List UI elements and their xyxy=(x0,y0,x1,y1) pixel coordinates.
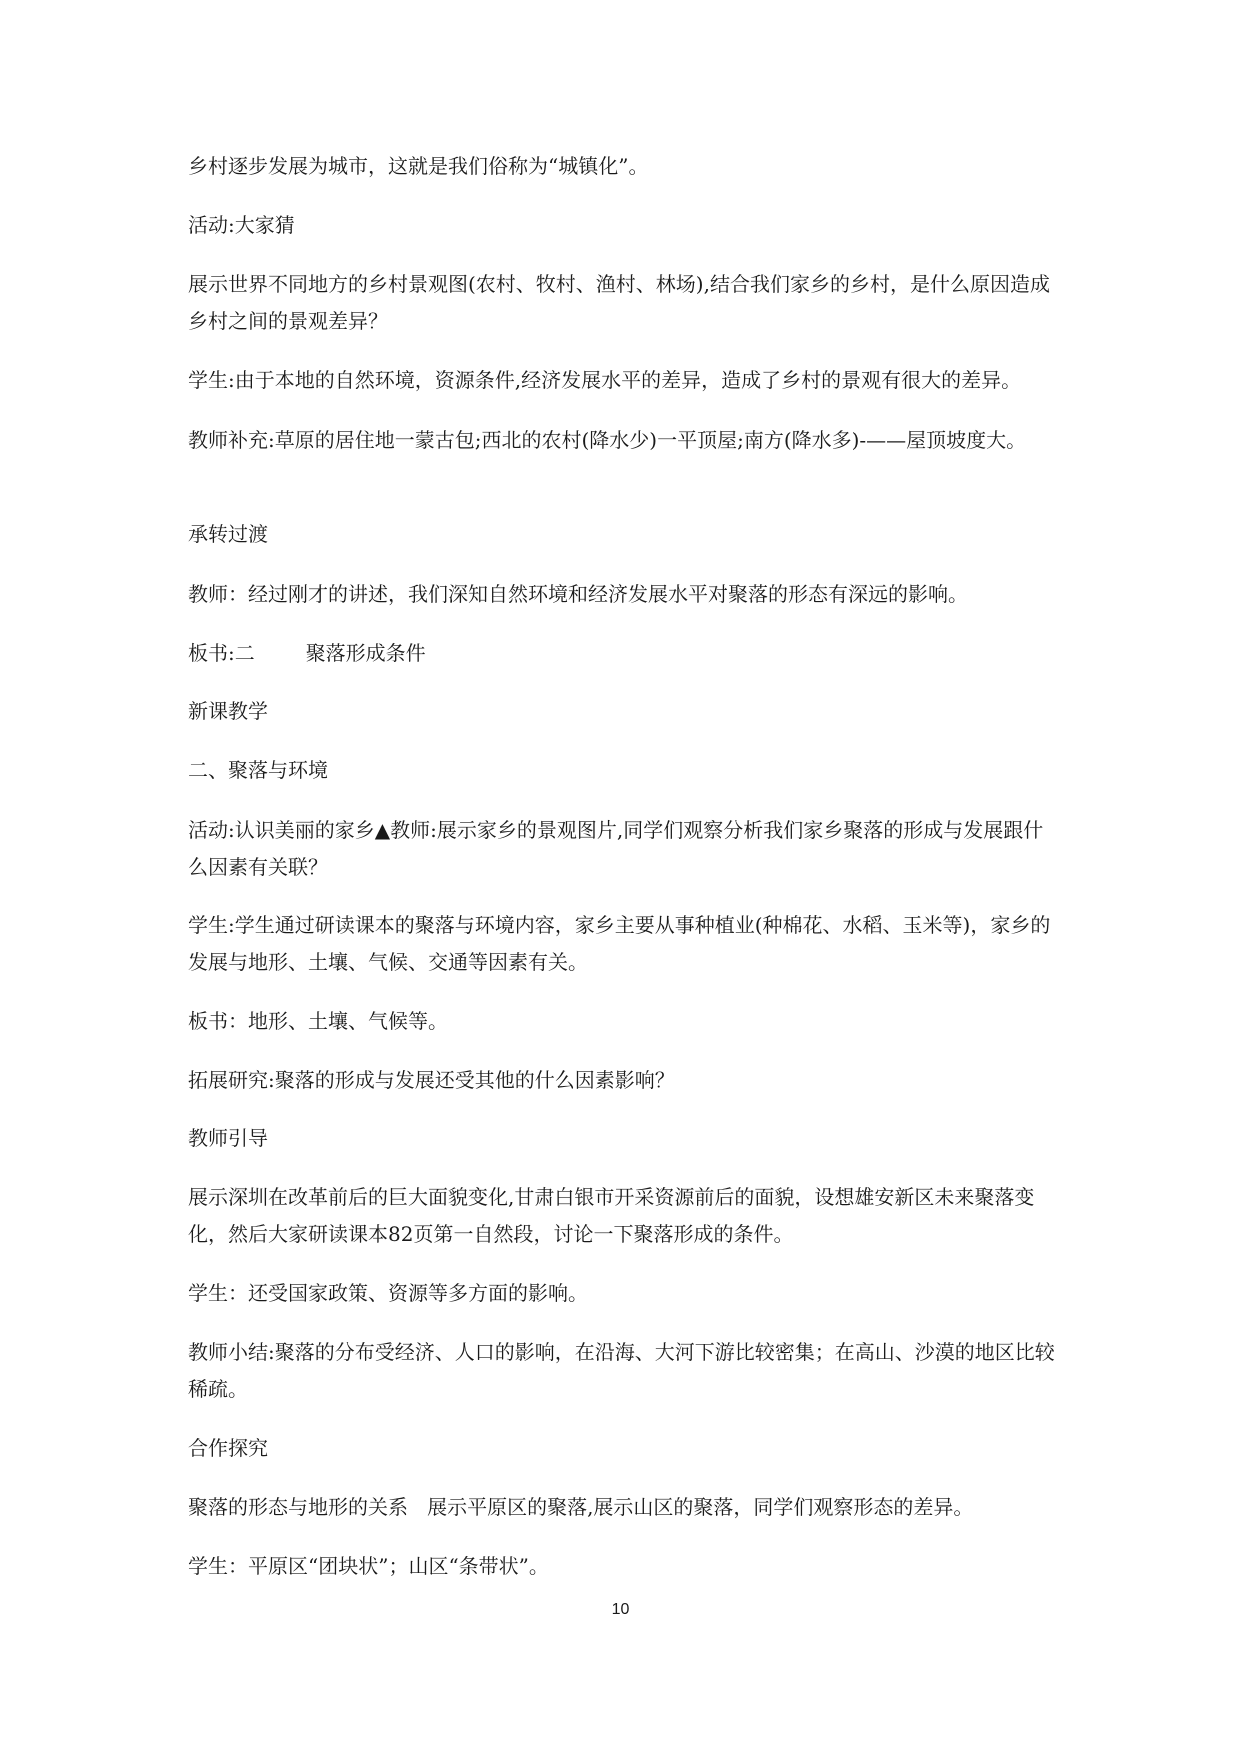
paragraph-teacher-guidance: 教师引导 xyxy=(188,1126,268,1150)
paragraph-student-answer-3: 学生：还受国家政策、资源等多方面的影响。 xyxy=(188,1281,588,1305)
paragraph-extended-research: 拓展研究:聚落的形成与发展还受其他的什么因素影响？ xyxy=(188,1068,675,1092)
paragraph-transition: 承转过渡 xyxy=(188,522,268,546)
paragraph-show-shenzhen: 展示深圳在改革前后的巨大面貌变化,甘肃白银市开采资源前后的面貌，设想雄安新区未来聚落变化，然后大家研读课本82页第一自然段，讨论一下聚落形成的条件。 xyxy=(188,1185,1035,1246)
paragraph-section-heading: 二、聚落与环境 xyxy=(188,758,328,782)
paragraph-settlement-form: 聚落的形态与地形的关系 展示平原区的聚落,展示山区的聚落，同学们观察形态的差异。 xyxy=(188,1495,974,1519)
paragraph-activity-guess: 活动:大家猜 xyxy=(188,213,295,237)
paragraph-cooperative-inquiry: 合作探究 xyxy=(188,1436,268,1460)
paragraph-activity-hometown: 活动:认识美丽的家乡▲教师:展示家乡的景观图片,同学们观察分析我们家乡聚落的形成与发展跟什么因素有关联？ xyxy=(188,818,1044,879)
paragraph-teacher-statement: 教师：经过刚才的讲述，我们深知自然环境和经济发展水平对聚落的形态有深远的影响。 xyxy=(188,582,968,606)
paragraph-student-answer-4: 学生：平原区“团块状”；山区“条带状”。 xyxy=(188,1554,549,1578)
paragraph-blackboard-factors: 板书：地形、土壤、气候等。 xyxy=(188,1009,448,1033)
paragraph-show-landscapes: 展示世界不同地方的乡村景观图(农村、牧村、渔村、林场),结合我们家乡的乡村，是什么原因造成乡村之间的景观差异？ xyxy=(188,272,1050,333)
paragraph-student-answer-1: 学生:由于本地的自然环境，资源条件,经济发展水平的差异，造成了乡村的景观有很大的差异。 xyxy=(188,368,1022,392)
paragraph-urbanization: 乡村逐步发展为城市，这就是我们俗称为“城镇化”。 xyxy=(188,154,649,178)
paragraph-teacher-supplement: 教师补充:草原的居住地一蒙古包;西北的农村(降水少)一平顶屋;南方(降水多)-——屋顶坡度大。 xyxy=(188,428,1027,452)
paragraph-new-lesson: 新课教学 xyxy=(188,699,268,723)
paragraph-teacher-summary: 教师小结:聚落的分布受经济、人口的影响，在沿海、大河下游比较密集；在高山、沙漠的地区比较稀疏。 xyxy=(188,1340,1055,1401)
paragraph-blackboard-heading: 板书:二 聚落形成条件 xyxy=(188,641,426,665)
page-number: 10 xyxy=(611,1601,630,1618)
paragraph-student-answer-2: 学生:学生通过研读课本的聚落与环境内容，家乡主要从事种植业(种棉花、水稻、玉米等)，家乡的发展与地形、土壤、气候、交通等因素有关。 xyxy=(188,913,1051,974)
